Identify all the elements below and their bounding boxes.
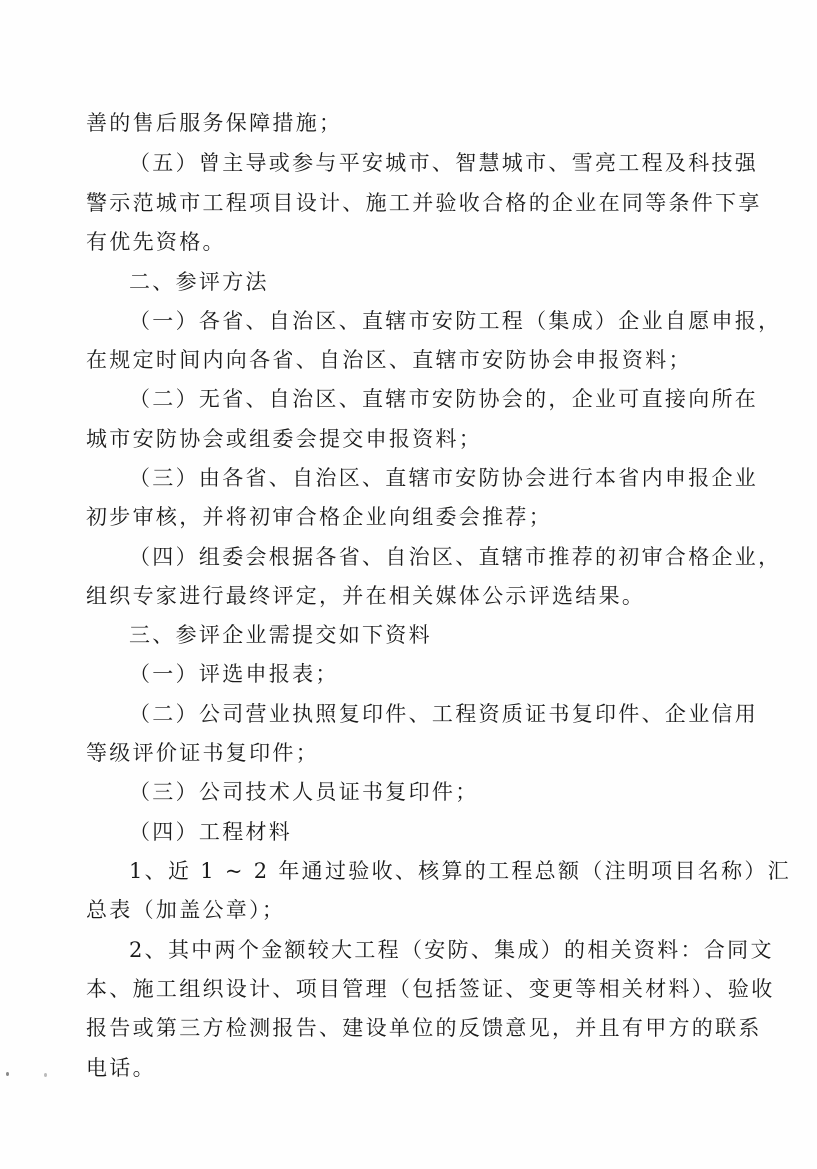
paragraph-line: （三）公司技术人员证书复印件； xyxy=(129,780,479,804)
paragraph-line: （二）无省、自治区、直辖市安防协会的，企业可直接向所在 xyxy=(129,387,759,411)
scan-speck xyxy=(44,1073,47,1077)
text-line: 有优先资格。 xyxy=(86,230,226,254)
text-line: 本、施工组织设计、项目管理（包括签证、变更等相关材料）、验收 xyxy=(86,977,775,1001)
text-line: 等级评价证书复印件； xyxy=(86,741,319,765)
text-line: 初步审核，并将初审合格企业向组委会推荐； xyxy=(86,505,552,529)
paragraph-line: （一）各省、自治区、直辖市安防工程（集成）企业自愿申报， xyxy=(129,309,782,333)
section-heading: 三、参评企业需提交如下资料 xyxy=(129,623,432,647)
paragraph-line: （三）由各省、自治区、直辖市安防协会进行本省内申报企业 xyxy=(129,466,759,490)
text-line: 城市安防协会或组委会提交申报资料； xyxy=(86,427,483,451)
paragraph-line: （五）曾主导或参与平安城市、智慧城市、雪亮工程及科技强 xyxy=(129,151,759,175)
paragraph-line: （二）公司营业执照复印件、工程资质证书复印件、企业信用 xyxy=(129,702,759,726)
paragraph-line: （四）组委会根据各省、自治区、直辖市推荐的初审合格企业， xyxy=(129,545,782,569)
scan-speck xyxy=(6,1072,9,1076)
paragraph-line: 2、其中两个金额较大工程（安防、集成）的相关资料：合同文 xyxy=(129,938,774,962)
paragraph-line: 1、近 1 ~ 2 年通过验收、核算的工程总额（注明项目名称）汇 xyxy=(129,859,791,883)
paragraph-line: （一）评选申报表； xyxy=(129,662,339,686)
text-line: 善的售后服务保障措施； xyxy=(86,111,343,135)
text-line: 电话。 xyxy=(86,1056,156,1080)
paragraph-line: （四）工程材料 xyxy=(129,820,293,844)
text-line: 组织专家进行最终评定，并在相关媒体公示评选结果。 xyxy=(86,584,646,608)
text-line: 报告或第三方检测报告、建设单位的反馈意见，并且有甲方的联系 xyxy=(86,1016,762,1040)
text-line: 总表（加盖公章）； xyxy=(86,898,286,922)
text-line: 在规定时间内向各省、自治区、直辖市安防协会申报资料； xyxy=(86,348,692,372)
text-line: 警示范城市工程项目设计、施工并验收合格的企业在同等条件下享 xyxy=(86,191,762,215)
section-heading: 二、参评方法 xyxy=(129,270,269,294)
